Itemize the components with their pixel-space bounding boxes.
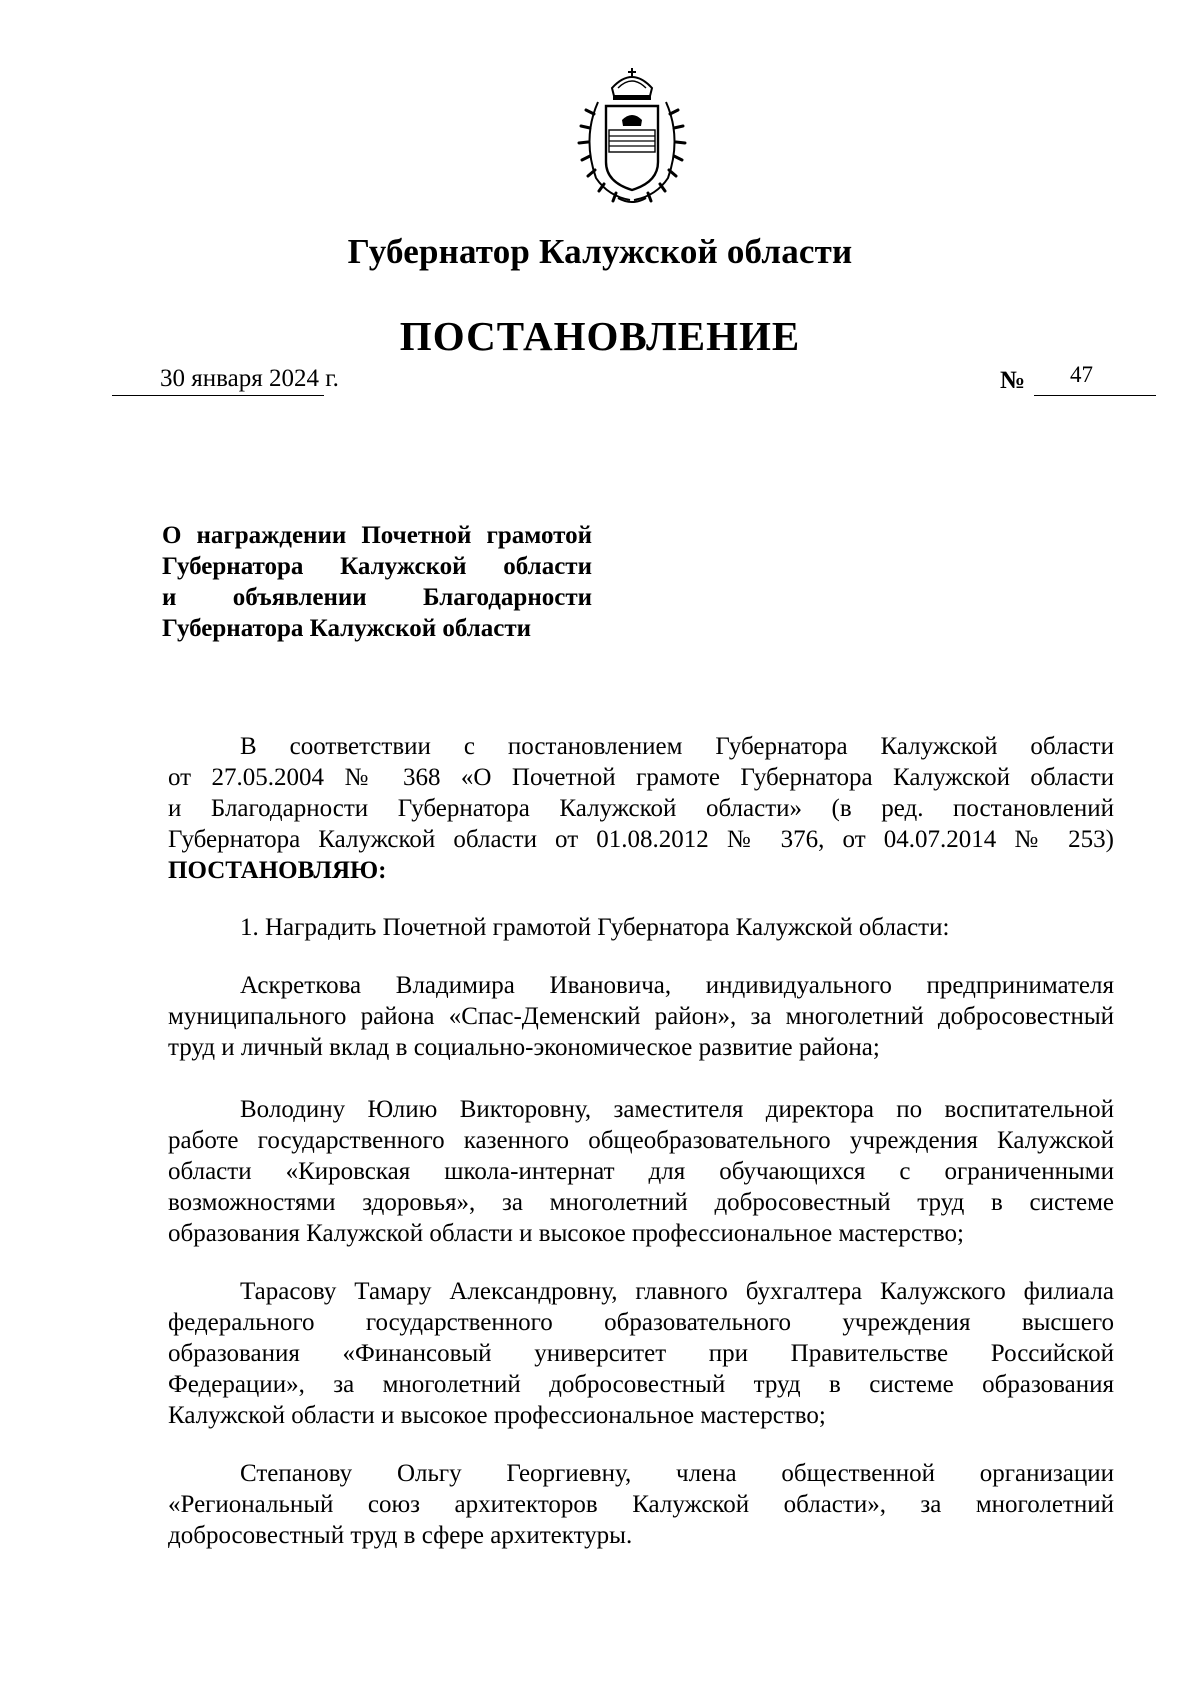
nominee-line: Степанову Ольгу Георгиевну, члена общественной организации bbox=[240, 1460, 1114, 1487]
number-underline bbox=[1034, 395, 1156, 396]
preamble-paragraph bbox=[168, 731, 1114, 855]
document-number: 47 bbox=[1070, 362, 1093, 387]
nominee-line: Аскреткова Владимира Ивановича, индивидуального предпринимателя bbox=[240, 972, 1114, 999]
preamble-line: от 27.05.2004 № 368 «О Почетной грамоте Губернатора Калужской области bbox=[168, 764, 1114, 791]
item-1-text: 1. Наградить Почетной грамотой Губернатора Калужской области: bbox=[240, 914, 950, 941]
nominee-paragraph bbox=[168, 1458, 1114, 1551]
coat-of-arms-emblem bbox=[568, 66, 696, 206]
nominee-line: возможностями здоровья», за многолетний добросовестный труд в системе bbox=[168, 1189, 1114, 1216]
nominee-line: муниципального района «Спас-Деменский район», за многолетний добросовестный bbox=[168, 1003, 1114, 1030]
document-date: 30 января 2024 г. bbox=[160, 365, 339, 392]
nominee-paragraph bbox=[168, 970, 1114, 1063]
nominee-line: Федерации», за многолетний добросовестный труд в системе образования bbox=[168, 1371, 1114, 1398]
date-underline bbox=[112, 395, 324, 396]
preamble-line: Губернатора Калужской области от 01.08.2012 № 376, от 04.07.2014 № 253) bbox=[168, 826, 1114, 853]
subject-line: О награждении Почетной грамотой bbox=[162, 522, 592, 549]
nominee-line: образования «Финансовый университет при Правительстве Российской bbox=[168, 1340, 1114, 1367]
nominee-line: федерального государственного образовательного учреждения высшего bbox=[168, 1309, 1114, 1336]
preamble-line: В соответствии с постановлением Губернатора Калужской области bbox=[240, 733, 1114, 760]
nominee-line: труд и личный вклад в социально-экономическое развитие района; bbox=[168, 1034, 880, 1061]
resolve-paragraph bbox=[168, 855, 1114, 886]
preamble-line: и Благодарности Губернатора Калужской области» (в ред. постановлений bbox=[168, 795, 1114, 822]
nominee-line: работе государственного казенного общеобразовательного учреждения Калужской bbox=[168, 1127, 1114, 1154]
document-date-field bbox=[112, 360, 339, 396]
item-1-paragraph bbox=[168, 912, 1114, 943]
subject-line: и объявлении Благодарности bbox=[162, 584, 592, 611]
nominee-line: добросовестный труд в сфере архитектуры. bbox=[168, 1522, 633, 1549]
nominee-paragraph bbox=[168, 1094, 1114, 1249]
nominee-line: Калужской области и высокое профессиональное мастерство; bbox=[168, 1402, 826, 1429]
document-number-field bbox=[1000, 360, 1160, 396]
issuing-authority: Губернатор Калужской области bbox=[347, 232, 853, 271]
subject-line: Губернатора Калужской области bbox=[162, 553, 592, 580]
document-subject bbox=[162, 520, 592, 644]
nominee-line: области «Кировская школа-интернат для обучающихся с ограниченными bbox=[168, 1158, 1114, 1185]
nominee-paragraph bbox=[168, 1276, 1114, 1431]
document-type-title: ПОСТАНОВЛЕНИЕ bbox=[399, 313, 801, 359]
subject-line: Губернатора Калужской области bbox=[162, 615, 532, 642]
nominee-line: «Региональный союз архитекторов Калужской области», за многолетний bbox=[168, 1491, 1114, 1518]
nominee-line: образования Калужской области и высокое профессиональное мастерство; bbox=[168, 1220, 964, 1247]
nominee-line: Володину Юлию Викторовну, заместителя директора по воспитательной bbox=[240, 1096, 1114, 1123]
number-sign: № bbox=[1000, 367, 1026, 394]
nominee-line: Тарасову Тамару Александровну, главного бухгалтера Калужского филиала bbox=[240, 1278, 1114, 1305]
resolve-word: ПОСТАНОВЛЯЮ: bbox=[168, 857, 387, 884]
